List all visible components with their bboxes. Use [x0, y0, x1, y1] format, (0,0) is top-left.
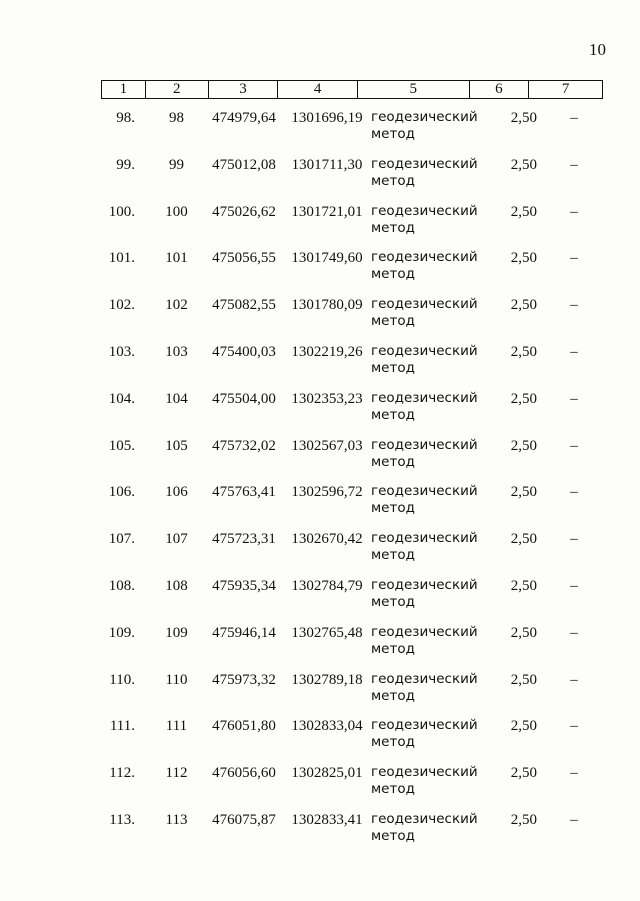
- row-number-cell: 113.: [109, 811, 135, 828]
- method-cell: геодезический метод: [371, 109, 478, 142]
- coordinate-y-cell: 1302825,01: [291, 765, 363, 782]
- header-cell-1: 1: [102, 81, 146, 98]
- point-id-cell: 111: [165, 718, 188, 735]
- coordinate-x-cell: 476056,60: [212, 765, 276, 782]
- coordinate-x-cell: 475056,55: [212, 250, 276, 267]
- note-cell: –: [570, 390, 578, 407]
- table-header: [101, 80, 603, 99]
- note-cell: –: [570, 531, 578, 548]
- coordinate-x-cell: 476075,87: [212, 811, 276, 828]
- method-cell: геодезический метод: [371, 623, 478, 657]
- row-number-cell: 99.: [116, 156, 135, 173]
- header-cell-7: 7: [561, 81, 570, 97]
- coordinate-y-cell: 1301721,01: [291, 203, 363, 220]
- coordinate-x-cell: 475026,62: [212, 203, 276, 220]
- coordinate-y-cell: 1301711,30: [291, 156, 363, 173]
- point-id-cell: 105: [165, 437, 188, 454]
- coordinate-y-cell: 1302670,42: [291, 531, 363, 548]
- table-row: [101, 342, 603, 389]
- row-number-cell: 108.: [108, 577, 135, 594]
- table-row: [101, 436, 603, 483]
- row-number-cell: 107.: [108, 531, 135, 548]
- header-cell-6: 6: [470, 81, 530, 98]
- coordinate-y-cell: 1302833,41: [291, 811, 363, 828]
- accuracy-cell: 2,50: [510, 297, 537, 314]
- table-row: [101, 810, 603, 857]
- coordinate-x-cell: 475082,55: [212, 297, 276, 314]
- coordinate-y-cell: 1302567,03: [291, 437, 363, 454]
- row-number-cell: 100.: [108, 203, 135, 220]
- coordinate-y-cell: 1302765,48: [291, 624, 363, 641]
- row-number-cell: 103.: [108, 343, 135, 360]
- note-cell: –: [570, 110, 578, 126]
- coordinate-x-cell: 475723,31: [212, 531, 276, 548]
- note-cell: –: [570, 811, 578, 828]
- row-number-cell: 110.: [109, 671, 135, 688]
- coordinate-y-cell: 1301696,19: [291, 110, 363, 126]
- note-cell: –: [570, 297, 578, 314]
- method-cell: геодезический метод: [371, 717, 478, 751]
- accuracy-cell: 2,50: [510, 484, 537, 501]
- header-cell-5: 5: [358, 81, 470, 98]
- coordinate-y-cell: 1302789,18: [291, 671, 363, 688]
- note-cell: –: [570, 671, 578, 688]
- row-number-cell: 104.: [108, 390, 135, 407]
- row-number-cell: 106.: [108, 484, 135, 501]
- coordinate-x-cell: 476051,80: [212, 718, 276, 735]
- method-cell: геодезический метод: [371, 483, 478, 517]
- method-cell: геодезический метод: [371, 155, 478, 189]
- table-row: [101, 576, 603, 623]
- header-cell-3: 3: [209, 81, 279, 98]
- point-id-cell: 112: [165, 765, 188, 782]
- note-cell: –: [570, 577, 578, 594]
- coordinate-x-cell: 475946,14: [212, 624, 276, 641]
- table-row: [101, 716, 603, 763]
- accuracy-cell: 2,50: [510, 156, 537, 173]
- table-body: [101, 108, 603, 857]
- table-row: [101, 108, 603, 155]
- point-id-cell: 98: [169, 110, 184, 126]
- method-cell: геодезический метод: [371, 810, 478, 844]
- point-id-cell: 109: [165, 624, 188, 641]
- method-cell: геодезический метод: [371, 296, 478, 330]
- accuracy-cell: 2,50: [510, 203, 537, 220]
- point-id-cell: 108: [165, 577, 188, 594]
- table-row: [101, 529, 603, 576]
- coordinate-y-cell: 1302219,26: [291, 343, 363, 360]
- accuracy-cell: 2,50: [510, 531, 537, 548]
- method-cell: геодезический метод: [371, 576, 478, 610]
- note-cell: –: [570, 203, 578, 220]
- row-number-cell: 105.: [108, 437, 135, 454]
- row-number-cell: 102.: [108, 297, 135, 314]
- accuracy-cell: 2,50: [510, 343, 537, 360]
- point-id-cell: 99: [169, 156, 184, 173]
- accuracy-cell: 2,50: [510, 765, 537, 782]
- point-id-cell: 113: [165, 811, 188, 828]
- coordinate-y-cell: 1301780,09: [291, 297, 363, 314]
- coordinate-x-cell: 475973,32: [212, 671, 276, 688]
- table-row: [101, 248, 603, 295]
- note-cell: –: [570, 250, 578, 267]
- coordinate-x-cell: 475012,08: [212, 156, 276, 173]
- header-cell-2: 2: [146, 81, 209, 98]
- coordinate-x-cell: 475732,02: [212, 437, 276, 454]
- method-cell: геодезический метод: [371, 342, 478, 376]
- table-row: [101, 295, 603, 342]
- accuracy-cell: 2,50: [510, 718, 537, 735]
- note-cell: –: [570, 718, 578, 735]
- coordinate-x-cell: 475400,03: [212, 343, 276, 360]
- method-cell: геодезический метод: [371, 670, 478, 704]
- note-cell: –: [570, 156, 578, 173]
- row-number-cell: 112.: [109, 765, 135, 782]
- note-cell: –: [570, 343, 578, 360]
- accuracy-cell: 2,50: [510, 624, 537, 641]
- point-id-cell: 101: [165, 250, 188, 267]
- coordinate-x-cell: 475935,34: [212, 577, 276, 594]
- point-id-cell: 104: [165, 390, 188, 407]
- method-cell: геодезический метод: [371, 249, 478, 283]
- row-number-cell: 111.: [109, 718, 135, 735]
- coordinate-y-cell: 1302784,79: [291, 577, 363, 594]
- coordinate-x-cell: 474979,64: [212, 110, 276, 126]
- method-cell: геодезический метод: [371, 202, 478, 236]
- accuracy-cell: 2,50: [510, 437, 537, 454]
- note-cell: –: [570, 624, 578, 641]
- method-cell: геодезический метод: [371, 764, 478, 798]
- method-cell: геодезический метод: [371, 436, 478, 470]
- table-row: [101, 389, 603, 436]
- table-row: [101, 482, 603, 529]
- note-cell: –: [570, 484, 578, 501]
- row-number-cell: 109.: [108, 624, 135, 641]
- accuracy-cell: 2,50: [510, 110, 537, 126]
- point-id-cell: 102: [165, 297, 188, 314]
- point-id-cell: 107: [165, 531, 188, 548]
- table-row: [101, 763, 603, 810]
- accuracy-cell: 2,50: [510, 577, 537, 594]
- row-number-cell: 101.: [108, 250, 135, 267]
- coordinate-y-cell: 1302833,04: [291, 718, 363, 735]
- point-id-cell: 110: [165, 671, 188, 688]
- accuracy-cell: 2,50: [510, 811, 537, 828]
- coordinate-y-cell: 1302596,72: [291, 484, 363, 501]
- table-row: [101, 155, 603, 202]
- table-row: [101, 623, 603, 670]
- coordinate-y-cell: 1302353,23: [291, 390, 363, 407]
- coordinate-y-cell: 1301749,60: [291, 250, 363, 267]
- point-id-cell: 106: [165, 484, 188, 501]
- accuracy-cell: 2,50: [510, 390, 537, 407]
- page-number: 10: [589, 40, 606, 59]
- accuracy-cell: 2,50: [510, 250, 537, 267]
- row-number-cell: 98.: [116, 110, 135, 126]
- coordinate-x-cell: 475504,00: [212, 390, 276, 407]
- note-cell: –: [570, 437, 578, 454]
- method-cell: геодезический метод: [371, 530, 478, 564]
- accuracy-cell: 2,50: [510, 671, 537, 688]
- point-id-cell: 103: [165, 343, 188, 360]
- header-cell-4: 4: [278, 81, 358, 98]
- method-cell: геодезический метод: [371, 389, 478, 423]
- point-id-cell: 100: [165, 203, 188, 220]
- table-row: [101, 202, 603, 249]
- coordinate-x-cell: 475763,41: [212, 484, 276, 501]
- table-row: [101, 670, 603, 717]
- note-cell: –: [570, 765, 578, 782]
